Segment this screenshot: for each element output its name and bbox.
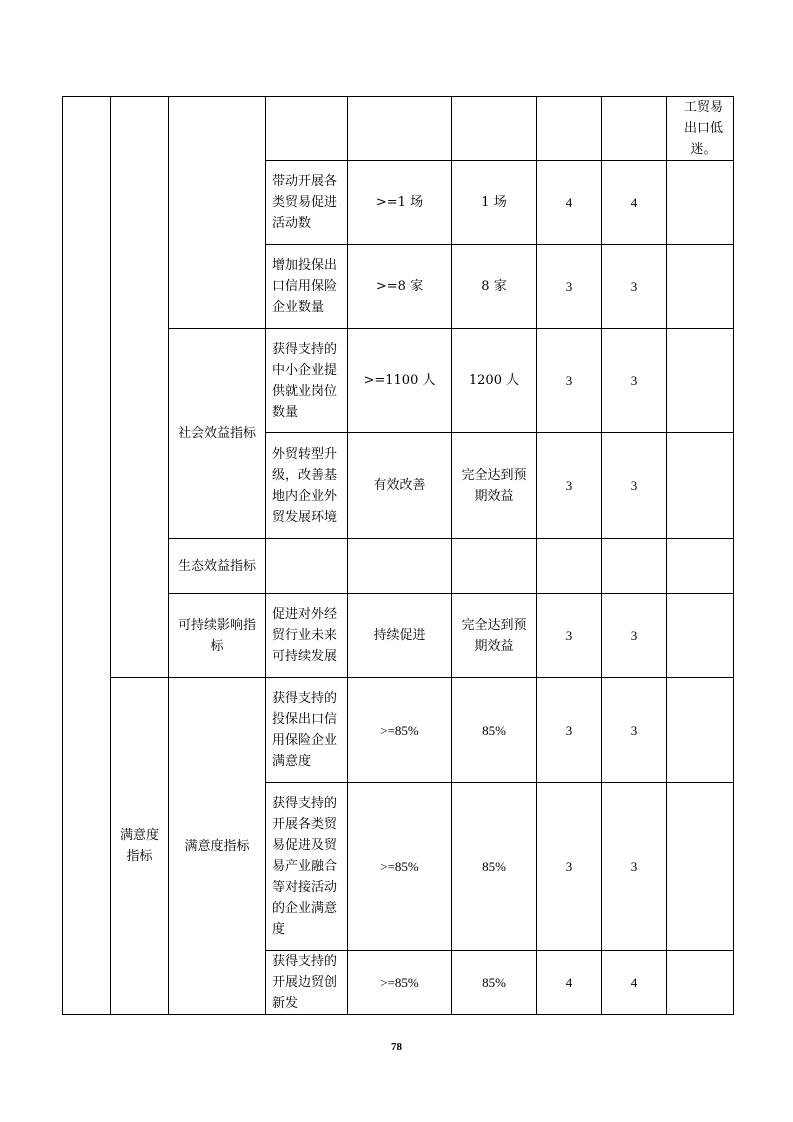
deviation-note [667, 678, 734, 783]
weight-value [537, 97, 602, 161]
annual-target-value: 有效改善 [348, 433, 452, 539]
table-row [63, 97, 734, 161]
level3-indicator-name: 增加投保出口信用保险企业数量 [266, 245, 348, 329]
level3-indicator-name: 获得支持的开展各类贸易促进及贸易产业融合等对接活动的企业满意度 [266, 783, 348, 951]
actual-value: 85% [452, 783, 537, 951]
score-value: 4 [602, 161, 667, 245]
score-value: 3 [602, 678, 667, 783]
deviation-note [667, 161, 734, 245]
deviation-note [667, 783, 734, 951]
weight-value: 3 [537, 433, 602, 539]
score-value: 3 [602, 433, 667, 539]
level2-satisfaction-cell: 满意度指标 [169, 678, 266, 1015]
level1-category-cell [63, 97, 111, 1015]
annual-target-value [348, 539, 452, 594]
weight-value: 4 [537, 161, 602, 245]
table-row [63, 678, 734, 783]
performance-indicator-table [62, 96, 734, 1015]
weight-value: 3 [537, 594, 602, 678]
level2-ecology-cell: 生态效益指标 [169, 539, 266, 594]
weight-value [537, 539, 602, 594]
level3-indicator-name: 获得支持的投保出口信用保险企业满意度 [266, 678, 348, 783]
actual-value: 1200 人 [452, 329, 537, 433]
weight-value: 3 [537, 329, 602, 433]
deviation-note [667, 951, 734, 1015]
level3-indicator-name [266, 539, 348, 594]
actual-value: 85% [452, 951, 537, 1015]
actual-value [452, 97, 537, 161]
annual-target-value: >=85% [348, 678, 452, 783]
score-value: 4 [602, 951, 667, 1015]
actual-value: 1 场 [452, 161, 537, 245]
level3-indicator-name: 获得支持的开展边贸创新发 [266, 951, 348, 1015]
score-value: 3 [602, 329, 667, 433]
level2-social-cell: 社会效益指标 [169, 329, 266, 539]
actual-value: 完全达到预期效益 [452, 594, 537, 678]
level3-indicator-name: 获得支持的中小企业提供就业岗位数量 [266, 329, 348, 433]
level1-benefit-cell [111, 97, 169, 678]
annual-target-value: >=1100 人 [348, 329, 452, 433]
actual-value [452, 539, 537, 594]
score-value: 3 [602, 245, 667, 329]
weight-value: 4 [537, 951, 602, 1015]
level3-indicator-name: 促进对外经贸行业未来可持续发展 [266, 594, 348, 678]
level2-sustain-cell: 可持续影响指标 [169, 594, 266, 678]
deviation-note [667, 539, 734, 594]
actual-value: 完全达到预期效益 [452, 433, 537, 539]
annual-target-value: >=8 家 [348, 245, 452, 329]
annual-target-value: >=1 场 [348, 161, 452, 245]
deviation-note [667, 594, 734, 678]
actual-value: 8 家 [452, 245, 537, 329]
level3-indicator-name: 外贸转型升级，改善基地内企业外贸发展环境 [266, 433, 348, 539]
page-number: 78 [391, 1041, 402, 1053]
actual-value: 85% [452, 678, 537, 783]
weight-value: 3 [537, 783, 602, 951]
level1-satisfaction-cell: 满意度指标 [111, 678, 169, 1015]
score-value: 3 [602, 594, 667, 678]
score-value: 3 [602, 783, 667, 951]
level3-indicator-name: 带动开展各类贸易促进活动数 [266, 161, 348, 245]
annual-target-value [348, 97, 452, 161]
level3-indicator-name [266, 97, 348, 161]
annual-target-value: 持续促进 [348, 594, 452, 678]
annual-target-value: >=85% [348, 783, 452, 951]
annual-target-value: >=85% [348, 951, 452, 1015]
level2-economic-cell [169, 97, 266, 329]
weight-value: 3 [537, 245, 602, 329]
weight-value: 3 [537, 678, 602, 783]
score-value [602, 539, 667, 594]
deviation-note [667, 245, 734, 329]
deviation-note [667, 433, 734, 539]
deviation-note: 工贸易出口低迷。 [667, 97, 734, 161]
deviation-note [667, 329, 734, 433]
score-value [602, 97, 667, 161]
